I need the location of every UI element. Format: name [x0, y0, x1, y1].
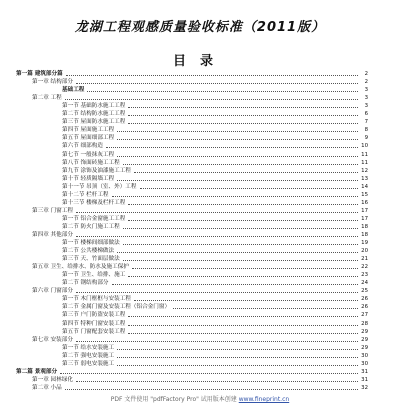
toc-entry-page: 30	[361, 352, 368, 359]
toc-entry-page: 28	[361, 320, 368, 327]
toc-entry[interactable]	[16, 255, 368, 263]
toc-entry-label: 第五节 门窗配套安装工程	[62, 328, 126, 335]
toc-entry-page: 30	[361, 360, 368, 367]
toc-entry-page: 11	[361, 151, 368, 158]
toc-entry-page: 3	[364, 95, 368, 102]
toc-entry-page: 29	[361, 328, 368, 335]
toc-leader-dots	[140, 188, 359, 189]
toc-heading: 目录	[172, 54, 227, 69]
toc-entry-page: 29	[361, 344, 368, 351]
toc-entry[interactable]	[16, 279, 368, 287]
toc-entry[interactable]	[16, 167, 368, 175]
toc-entry-page: 21	[361, 256, 368, 263]
toc-entry-page: 26	[361, 296, 368, 303]
toc-entry-label: 第二节 金属门窗及安装工程（铝合金门窗）	[62, 304, 171, 311]
toc-leader-dots	[123, 228, 358, 229]
toc-leader-dots	[76, 292, 358, 293]
toc-leader-dots	[128, 220, 358, 221]
toc-leader-dots	[65, 99, 358, 100]
toc-leader-dots	[117, 139, 358, 140]
toc-entry-label: 第二节 防火门施工工程	[62, 223, 120, 230]
toc-entry-label: 第一节 卫生、给排、施工	[62, 272, 126, 279]
toc-leader-dots	[134, 172, 358, 173]
toc-entry-label: 第二章 工程	[32, 95, 62, 102]
toc-entry-page: 25	[361, 288, 368, 295]
toc-entry[interactable]	[16, 94, 368, 102]
footer-link[interactable]: www.fineprint.cn	[238, 396, 290, 403]
toc-entry-page: 20	[361, 248, 368, 255]
toc-leader-dots	[128, 276, 358, 277]
toc-entry[interactable]	[16, 223, 368, 231]
toc-entry-page: 14	[361, 183, 368, 190]
toc-leader-dots	[128, 115, 358, 116]
toc-entry[interactable]	[16, 303, 368, 311]
toc-leader-dots	[112, 284, 358, 285]
toc-entry[interactable]	[16, 183, 368, 191]
toc-leader-dots	[117, 349, 358, 350]
toc-entry-label: 第一章 结构部分	[32, 79, 73, 86]
toc-entry-label: 第三章 门窗工程	[32, 207, 73, 214]
toc-entry-label: 第二节 公共楼梯做法	[62, 248, 115, 255]
toc-leader-dots	[76, 341, 358, 342]
toc-leader-dots	[106, 147, 358, 148]
toc-entry-label: 第四章 其他部分	[32, 231, 73, 238]
toc-entry[interactable]	[16, 376, 368, 384]
toc-leader-dots	[128, 333, 358, 334]
toc-leader-dots	[76, 83, 358, 84]
toc-entry-page: 24	[361, 280, 368, 287]
toc-entry-label: 第一篇 建筑部分篇	[16, 71, 63, 78]
toc-entry[interactable]	[16, 360, 368, 368]
toc-entry-page: 23	[361, 272, 368, 279]
toc-leader-dots	[132, 268, 358, 269]
toc-entry[interactable]	[16, 102, 368, 110]
toc-entry-label: 第七章 安装部分	[32, 336, 73, 343]
toc-entry[interactable]	[16, 159, 368, 167]
toc-entry-page: 18	[361, 231, 368, 238]
toc-entry[interactable]	[16, 239, 368, 247]
toc-entry[interactable]	[16, 191, 368, 199]
toc-entry-page: 17	[361, 215, 368, 222]
toc-entry[interactable]	[16, 263, 368, 271]
footer-text: PDF 文件使用 "pdfFactory Pro" 试用版本创建	[110, 396, 237, 403]
toc-entry-page: 10	[361, 143, 368, 150]
toc-leader-dots	[128, 123, 358, 124]
toc-leader-dots	[117, 357, 358, 358]
toc-entry-label: 第六节 细部构造	[62, 143, 103, 150]
toc-entry-label: 第二章 小品	[32, 384, 62, 391]
toc-entry-label: 第五节 屋面细部工程	[62, 135, 115, 142]
toc-entry-label: 第一节 铝合金窗施工工程	[62, 215, 126, 222]
toc-entry[interactable]	[16, 336, 368, 344]
toc-leader-dots	[173, 308, 358, 309]
toc-leader-dots	[112, 196, 358, 197]
toc-leader-dots	[60, 373, 358, 374]
toc-entry-page: 31	[361, 376, 368, 383]
toc-entry-page: 15	[361, 191, 368, 198]
toc-leader-dots	[128, 107, 358, 108]
toc-entry-label: 第一章 园林绿化	[32, 376, 73, 383]
toc-entry-page: 29	[361, 336, 368, 343]
toc-entry[interactable]	[16, 126, 368, 134]
toc-leader-dots	[87, 91, 358, 92]
toc-leader-dots	[76, 212, 358, 213]
toc-entry-label: 第七节 一般抹灰工程	[62, 151, 115, 158]
toc-leader-dots	[123, 260, 358, 261]
toc-entry-label: 第十节 轻质隔墙工程	[62, 175, 115, 182]
toc-leader-dots	[128, 316, 358, 317]
toc-entry-label: 第十二节 栏杆工程	[62, 191, 109, 198]
toc-entry-page: 2	[364, 71, 368, 78]
toc-entry[interactable]	[16, 199, 368, 207]
toc-entry-label: 第十一节 吊顶（室、外）工程	[62, 183, 137, 190]
pdf-footer	[0, 394, 400, 403]
toc-entry[interactable]	[16, 134, 368, 142]
toc-entry-page: 3	[364, 103, 368, 110]
toc-entry-page: 9	[364, 135, 368, 142]
toc-entry[interactable]	[16, 110, 368, 118]
toc-entry-label: 第二节 强电安装施工	[62, 352, 115, 359]
toc-leader-dots	[76, 236, 358, 237]
toc-entry[interactable]	[16, 142, 368, 150]
toc-entry[interactable]	[16, 78, 368, 86]
toc-entry-page: 32	[361, 384, 368, 391]
toc-entry-label: 第六章 门窗部分	[32, 288, 73, 295]
toc-entry-page: 18	[361, 223, 368, 230]
toc-entry-page: 7	[364, 119, 368, 126]
toc-entry[interactable]	[16, 247, 368, 255]
toc-entry-page: 6	[364, 111, 368, 118]
toc-entry-page: 26	[361, 304, 368, 311]
toc-leader-dots	[128, 204, 358, 205]
toc-entry[interactable]	[16, 328, 368, 336]
toc-leader-dots	[117, 365, 358, 366]
toc-entry[interactable]	[16, 118, 368, 126]
toc-entry[interactable]	[16, 311, 368, 319]
toc-leader-dots	[123, 164, 358, 165]
toc-entry[interactable]	[16, 295, 368, 303]
toc-entry-label: 第一节 楼梯间细部做法	[62, 240, 120, 247]
toc-entry[interactable]	[16, 352, 368, 360]
toc-leader-dots	[117, 252, 358, 253]
toc-entry[interactable]	[16, 319, 368, 327]
toc-entry[interactable]	[16, 70, 368, 78]
toc-entry-page: 17	[361, 207, 368, 214]
toc-entry-label: 第二节 结构防水施工工程	[62, 111, 126, 118]
toc-entry-page: 16	[361, 199, 368, 206]
toc-entry-page: 31	[361, 368, 368, 375]
toc-leader-dots	[65, 389, 358, 390]
toc-entry-label: 第二篇 景观部分	[16, 368, 58, 375]
toc-entry-page: 22	[361, 264, 368, 271]
toc-entry-label: 第三节 户门防盗安装工程	[62, 312, 126, 319]
toc-entry-page: 12	[361, 167, 368, 174]
toc-entry-label: 第三节 屋面防水施工工程	[62, 119, 126, 126]
toc-entry[interactable]	[16, 287, 368, 295]
toc-entry-label: 第三节 弱电安装施工	[62, 360, 115, 367]
toc-entry-page: 11	[361, 159, 368, 166]
toc-entry[interactable]	[16, 271, 368, 279]
toc-leader-dots	[123, 244, 358, 245]
toc-entry-page: 19	[361, 240, 368, 247]
toc-entry-label: 第三节 天、竹面层做法	[62, 256, 120, 263]
toc-entry[interactable]	[16, 86, 368, 94]
toc-entry-label: 第九节 涂饰及油漆施工工程	[62, 167, 131, 174]
toc-leader-dots	[134, 300, 358, 301]
toc-leader-dots	[66, 75, 358, 76]
toc-entry-label: 第一节 给水安装施工	[62, 344, 115, 351]
toc-entry-label: 第五章 卫生、给排水、防水及施工保护	[32, 264, 129, 271]
toc-entry-label: 第十三节 楼梯及栏杆工程	[62, 199, 126, 206]
toc-entry-label: 第一节 基础防水施工工程	[62, 103, 126, 110]
toc-entry-label: 第二节 钢结构部分	[62, 280, 109, 287]
toc-entry[interactable]	[16, 344, 368, 352]
toc-entry-page: 27	[361, 312, 368, 319]
document-title: 龙湖工程观感质量验收标准（2011版）	[74, 20, 326, 35]
toc-leader-dots	[76, 381, 358, 382]
toc-leader-dots	[128, 325, 358, 326]
toc-entry-page: 13	[361, 175, 368, 182]
toc-entry-page: 2	[364, 79, 368, 86]
toc-entry[interactable]	[16, 175, 368, 183]
toc-entry-label: 第四节 特种门窗安装工程	[62, 320, 126, 327]
toc-entry[interactable]	[16, 215, 368, 223]
toc-leader-dots	[117, 156, 358, 157]
toc-entry-label: 第四节 屋面施工工程	[62, 127, 115, 134]
table-of-contents	[16, 70, 368, 392]
toc-entry-label: 第八节 饰面砖施工工程	[62, 159, 120, 166]
toc-entry[interactable]	[16, 231, 368, 239]
toc-leader-dots	[117, 180, 358, 181]
toc-entry[interactable]	[16, 150, 368, 158]
toc-entry[interactable]	[16, 368, 368, 376]
toc-leader-dots	[117, 131, 358, 132]
toc-entry-label: 第一节 木门框框与安装工程	[62, 296, 131, 303]
toc-entry-label: 基础工程	[62, 87, 85, 94]
toc-entry-page: 3	[364, 87, 368, 94]
toc-entry-page: 8	[364, 127, 368, 134]
toc-entry[interactable]	[16, 384, 368, 392]
toc-entry[interactable]	[16, 207, 368, 215]
